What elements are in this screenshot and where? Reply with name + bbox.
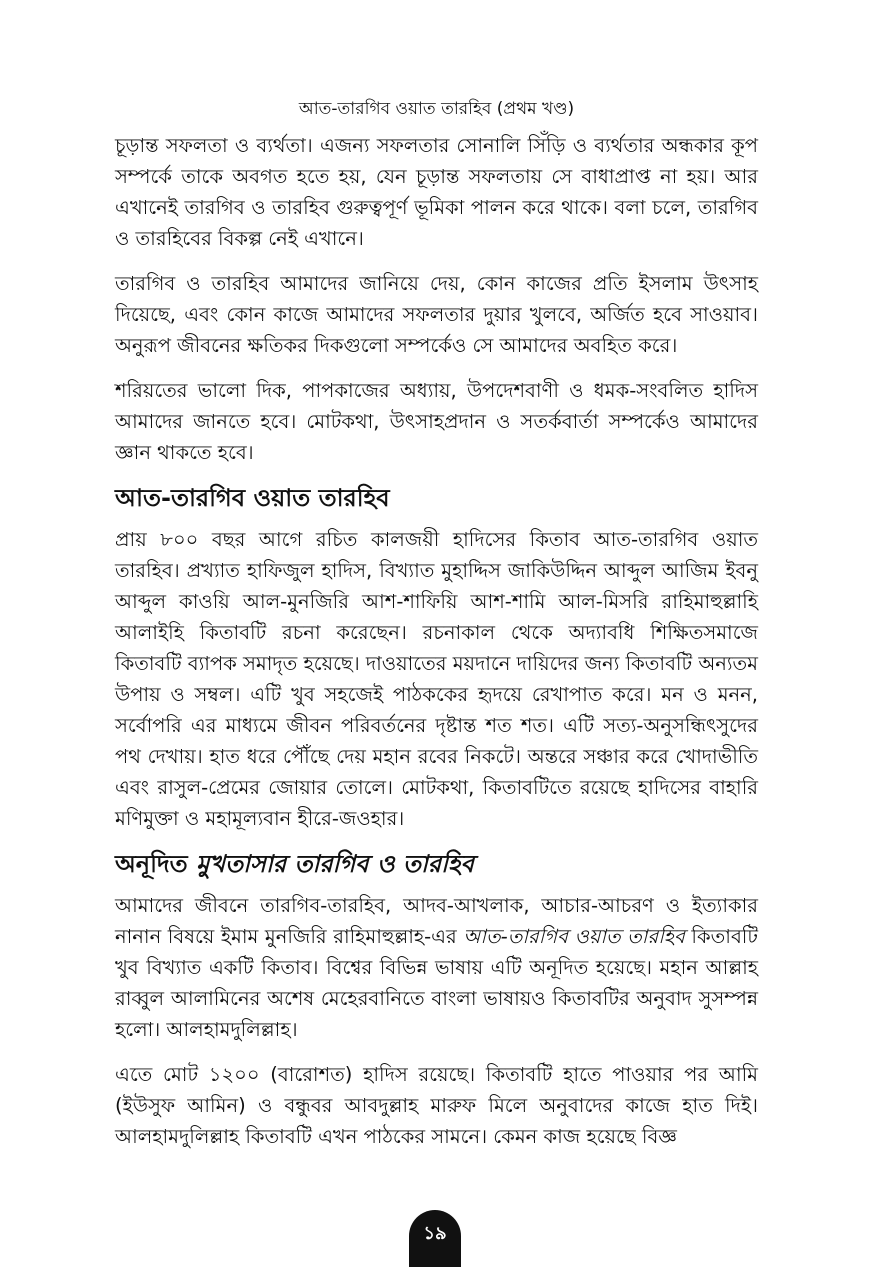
section-heading: আত-তারগিব ওয়াত তারহিব — [115, 484, 390, 512]
book-title: আত-তারগিব ওয়াত তারহিব — [463, 925, 685, 948]
body-paragraph: তারগিব ও তারহিব আমাদের জানিয়ে দেয়, কোন কাজের প্রতি ইসলাম উৎসাহ দিয়েছে, এবং কোন কাজে আমাদের সফলতার দুয়ার খুলবে, অর্জিত হবে সাওয়াব। অনুরূপ জীবনের ক্ষতিকর দিকগুলো সম্পর্কেও সে আমাদের অবহিত করে। — [115, 272, 758, 357]
paragraph-text: আমাদের জীবনে তারগিব-তারহিব, আদব-আখলাক, আচার-আচরণ ও ইত্যাকার নানান বিষয়ে ইমাম মুনজিরি রাহিমাহুল্লাহ-এর — [115, 894, 758, 948]
section-heading — [115, 848, 758, 880]
heading-text: অনূদিত — [115, 850, 196, 878]
body-paragraph — [115, 890, 758, 1045]
body-paragraph: চূড়ান্ত সফলতা ও ব্যর্থতা। এজন্য সফলতার সোনালি সিঁড়ি ও ব্যর্থতার অন্ধকার কূপ সম্পর্কে তাকে অবগত হতে হয়, যেন চূড়ান্ত সফলতায় সে বাধাপ্রাপ্ত না হয়। আর এখানেই তারগিব ও তারহিব গুরুত্বপূর্ণ ভূমিকা পালন করে থাকে। বলা চলে, তারগিব ও তারহিবের বিকল্প নেই এখানে। — [115, 134, 758, 250]
paragraph-text: কিতাবটি খুব বিখ্যাত একটি কিতাব। বিশ্বের বিভিন্ন ভাষায় এটি অনূদিত হয়েছে। মহান আল্লাহ রাব্বুল আলামিনের অশেষ মেহেরবানিতে বাংলা ভাষায়ও কিতাবটির অনুবাদ সুসম্পন্ন হলো। আলহামদুলিল্লাহ। — [115, 925, 758, 1041]
body-paragraph: এতে মোট ১২০০ (বারোশত) হাদিস রয়েছে। কিতাবটি হাতে পাওয়ার পর আমি (ইউসুফ আমিন) ও বন্ধুবর আবদুল্লাহ মারুফ মিলে অনুবাদের কাজে হাত দিই। আলহামদুলিল্লাহ কিতাবটি এখন পাঠকের সামনে। কেমন কাজ হয়েছে বিজ্ঞ — [115, 1063, 758, 1148]
page-body — [115, 98, 758, 1166]
body-paragraph: প্রায় ৮০০ বছর আগে রচিত কালজয়ী হাদিসের কিতাব আত-তারগিব ওয়াত তারহিব। প্রখ্যাত হাফিজুল হাদিস, বিখ্যাত মুহাদ্দিস জাকিউদ্দিন আব্দুল আজিম ইবনু আব্দুল কাওয়ি আল-মুনজিরি আশ-শাফিয়ি আশ-শামি আল-মিসরি রাহিমাহুল্লাহি আলাইহি কিতাবটি রচনা করেছেন। রচনাকাল থেকে অদ্যাবধি শিক্ষিতসমাজে কিতাবটি ব্যাপক সমাদৃত হয়েছে। দাওয়াতের ময়দানে দায়িদের জন্য কিতাবটি অন্যতম উপায় ও সম্বল। এটি খুব সহজেই পাঠককের হৃদয়ে রেখাপাত করে। মন ও মনন, সর্বোপরি এর মাধ্যমে জীবন পরিবর্তনের দৃষ্টান্ত শত শত। এটি সত্য-অনুসন্ধিৎসুদের পথ দেখায়। হাত ধরে পৌঁছে দেয় মহান রবের নিকটে। অন্তরে সঞ্চার করে খোদাভীতি এবং রাসুল-প্রেমের জোয়ার তোলে। মোটকথা, কিতাবটিতে রয়েছে হাদিসের বাহারি মণিমুক্তা ও মহামূল্যবান হীরে-জওহার। — [115, 528, 758, 830]
page-number: ১৯ — [409, 1210, 461, 1267]
body-paragraph: শরিয়তের ভালো দিক, পাপকাজের অধ্যায়, উপদেশবাণী ও ধমক-সংবলিত হাদিস আমাদের জানতে হবে। মোটকথা, উৎসাহপ্রদান ও সতর্কবার্তা সম্পর্কেও আমাদের জ্ঞান থাকতে হবে। — [115, 379, 758, 464]
heading-book-title: মুখতাসার তারগিব ও তারহিব — [195, 850, 474, 878]
running-head: আত-তারগিব ওয়াত তারহিব (প্রথম খণ্ড) — [298, 99, 575, 119]
